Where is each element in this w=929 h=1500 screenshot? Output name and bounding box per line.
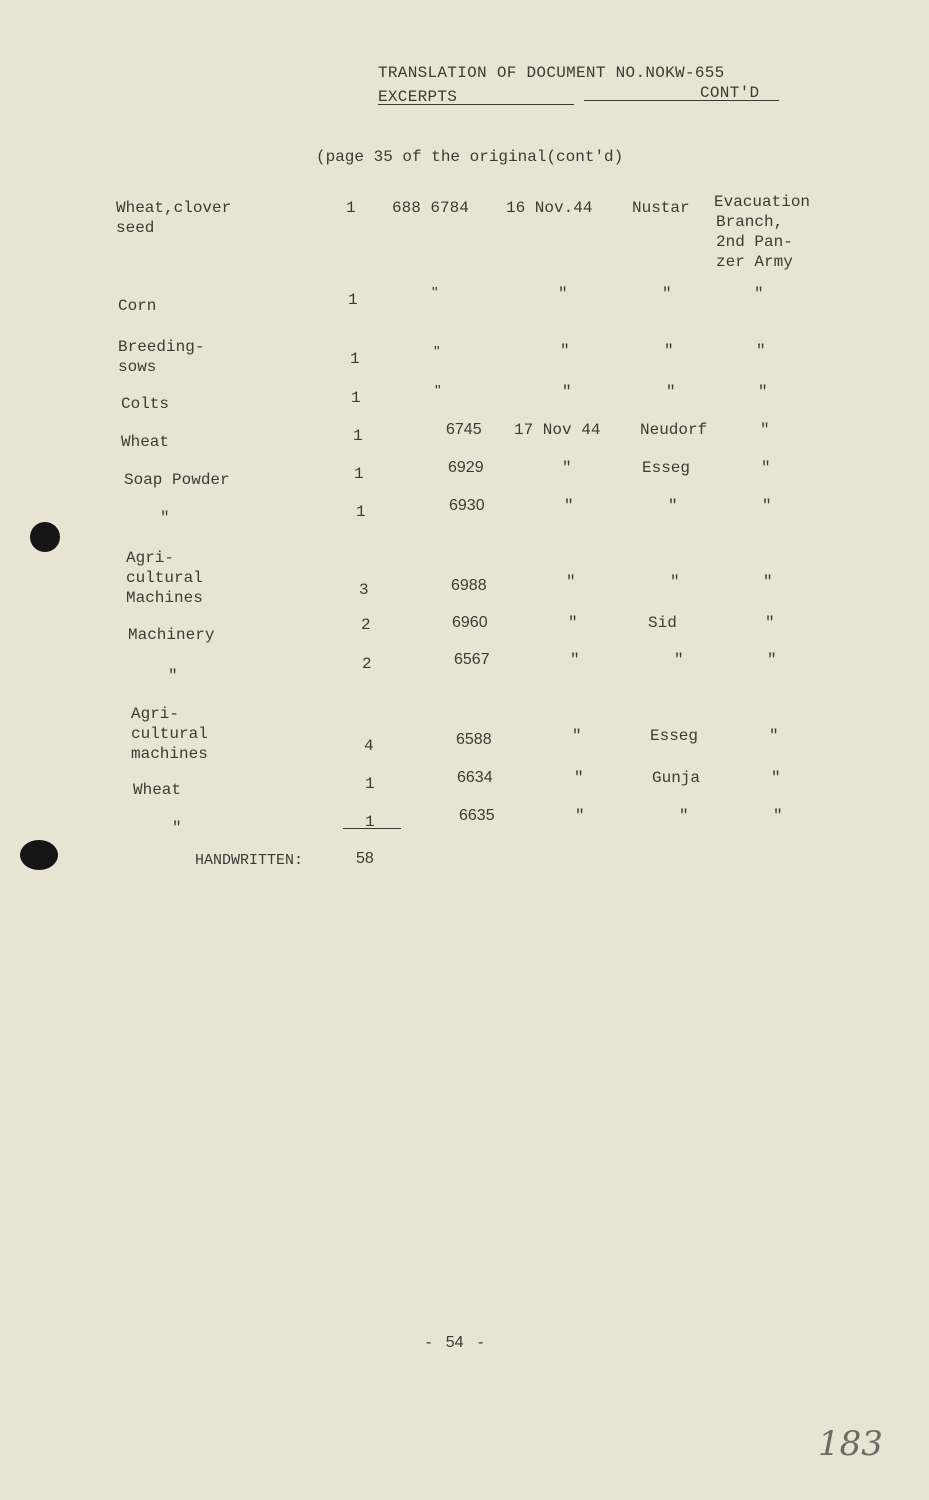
cell-unit: " — [773, 807, 783, 825]
cell-item: " — [172, 819, 182, 837]
cell-date: 17 Nov 44 — [514, 421, 601, 439]
contd-label: CONT'D — [700, 84, 760, 102]
cell-place: " — [664, 342, 674, 360]
punch-hole-bottom — [20, 840, 58, 870]
cell-item: Machinery — [128, 626, 215, 644]
cell-num: 6929 — [448, 459, 484, 476]
cell-unit: " — [754, 285, 764, 303]
cell-item: Soap Powder — [124, 471, 230, 489]
cell-num: " — [435, 383, 441, 400]
cell-num: 688 6784 — [392, 199, 469, 217]
cell-num: 6588 — [456, 731, 492, 748]
cell-item: Agri- cultural Machines — [126, 549, 203, 607]
cell-place: " — [666, 383, 676, 401]
cell-qty: 1 — [348, 291, 358, 309]
cell-item: Colts — [121, 395, 170, 413]
cell-unit: " — [771, 769, 781, 787]
cell-place: Esseg — [642, 459, 691, 477]
cell-item: " — [168, 667, 178, 685]
cell-qty: 2 — [361, 616, 371, 634]
cell-unit: " — [756, 342, 766, 360]
cell-qty: 1 — [350, 350, 360, 368]
cell-item: Wheat — [121, 433, 170, 451]
cell-num: 6930 — [449, 497, 485, 514]
cell-num: 6745 — [446, 421, 482, 438]
excerpts-underline — [378, 104, 574, 105]
handwritten-label: HANDWRITTEN: — [195, 852, 304, 869]
excerpts-label: EXCERPTS — [378, 88, 458, 106]
cell-date: " — [570, 651, 580, 669]
cell-date: " — [574, 769, 584, 787]
cell-qty: 1 — [356, 503, 366, 521]
cell-num: 6988 — [451, 577, 487, 594]
cell-date: " — [572, 727, 582, 745]
cell-place: Nustar — [632, 199, 690, 217]
cell-unit: " — [760, 421, 770, 439]
cell-date: " — [558, 285, 568, 303]
cell-place: " — [670, 573, 680, 591]
cell-num: " — [434, 344, 440, 361]
cell-item: Breeding- sows — [118, 338, 205, 376]
punch-hole-top — [30, 522, 60, 552]
cell-num: 6635 — [459, 807, 495, 824]
cell-unit: " — [762, 497, 772, 515]
cell-item: Corn — [118, 297, 157, 315]
cell-date: " — [564, 497, 574, 515]
cell-date: " — [562, 459, 572, 477]
cell-qty: 1 — [351, 389, 361, 407]
cell-date: " — [568, 614, 578, 632]
cell-num: " — [432, 285, 438, 302]
cell-qty: 2 — [362, 655, 372, 673]
cell-qty: 1 — [353, 427, 363, 445]
cell-num: 6634 — [457, 769, 493, 786]
cell-place: Esseg — [650, 727, 699, 745]
contd-underline — [584, 100, 779, 101]
cell-item: Wheat — [133, 781, 182, 799]
cell-unit: " — [769, 727, 779, 745]
cell-item: " — [160, 509, 170, 527]
document-title: TRANSLATION OF DOCUMENT NO.NOKW-655 — [378, 64, 725, 82]
cell-date: 16 Nov.44 — [506, 199, 593, 217]
cell-place: Gunja — [652, 769, 701, 787]
page-number: - 54 - — [426, 1334, 484, 1351]
quantity-total-rule — [343, 828, 401, 829]
cell-date: " — [566, 573, 576, 591]
cell-place: Sid — [648, 614, 677, 632]
cell-item: Agri- cultural machines — [131, 705, 208, 763]
cell-qty: 1 — [365, 775, 375, 793]
cell-unit: " — [763, 573, 773, 591]
cell-place: " — [668, 497, 678, 515]
cell-date: " — [575, 807, 585, 825]
cell-unit: " — [765, 614, 775, 632]
cell-unit: Evacuation Branch, 2nd Pan- zer Army — [714, 193, 811, 271]
cell-num: 6567 — [454, 651, 490, 668]
cell-unit: " — [767, 651, 777, 669]
cell-qty: 1 — [354, 465, 364, 483]
cell-qty: 3 — [359, 581, 369, 599]
cell-unit: " — [758, 383, 768, 401]
handwritten-value: 58 — [356, 850, 374, 867]
cell-unit: " — [761, 459, 771, 477]
cell-qty: 4 — [364, 737, 374, 755]
cell-qty: 1 — [346, 199, 356, 217]
cell-place: " — [679, 807, 689, 825]
cell-item: Wheat,clover seed — [116, 199, 232, 237]
margin-handwritten-number: 183 — [818, 1424, 883, 1464]
page-subtitle: (page 35 of the original(cont'd) — [316, 148, 624, 166]
cell-place: " — [662, 285, 672, 303]
cell-place: " — [674, 651, 684, 669]
cell-num: 6960 — [452, 614, 488, 631]
cell-place: Neudorf — [640, 421, 708, 439]
cell-date: " — [562, 383, 572, 401]
cell-qty: 1 — [365, 813, 375, 831]
cell-date: " — [560, 342, 570, 360]
